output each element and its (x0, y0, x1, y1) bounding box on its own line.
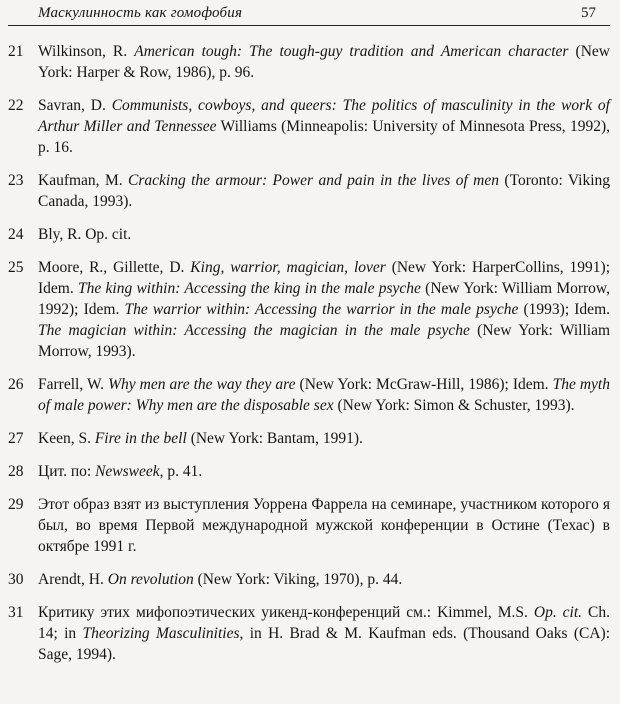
note-number: 31 (8, 604, 24, 621)
note-text-segment: Kaufman, M. (38, 172, 129, 189)
note-text-italic-segment: Op. cit. (533, 604, 583, 621)
note-text-segment: Moore, R., Gillette, D. (38, 259, 191, 276)
note-text (38, 257, 610, 362)
note-item (8, 494, 610, 557)
note-text (38, 170, 610, 212)
note-number: 23 (8, 172, 24, 189)
note-text (38, 224, 610, 245)
note-text-segment: Ch. 14; in (38, 604, 610, 642)
note-text-italic-segment: Theorizing Masculinities (82, 625, 240, 642)
note-text-italic-segment: Fire in the bell (94, 430, 187, 447)
note-number: 28 (8, 463, 24, 480)
note-item (8, 41, 610, 83)
note-text (38, 461, 610, 482)
note-text-italic-segment: Communists, cowboys, and queers: The politics of masculinity in the work of Arthur Miller and Tennessee (38, 97, 610, 135)
note-text-italic-segment: King, warrior, magician, lover (190, 259, 386, 276)
note-text-segment: (Toronto: Viking Canada, 1993). (38, 172, 611, 210)
note-text-segment: (New York: William Morrow, 1993). (38, 322, 611, 360)
note-text-segment: (1993); Idem. (518, 301, 610, 318)
note-text-italic-segment: Cracking the armour: Power and pain in the lives of men (128, 172, 500, 189)
note-item (8, 170, 610, 212)
note-text-segment: Цит. по: (38, 463, 96, 480)
note-text-segment: , in H. Brad & M. Kaufman eds. (Thousand Oaks (CA): Sage, 1994). (38, 625, 610, 663)
note-text-segment: Keen, S. (38, 430, 95, 447)
note-text-italic-segment: The king within: Accessing the king in the male psyche (78, 280, 421, 297)
note-item (8, 224, 610, 245)
note-text-segment: Wilkinson, R. (38, 43, 135, 60)
note-text-italic-segment: American tough: The tough-guy tradition and American character (134, 43, 569, 60)
note-text (38, 428, 610, 449)
note-item (8, 428, 610, 449)
note-text-italic-segment: Why men are the way they are (108, 376, 296, 393)
page-number: 57 (581, 5, 596, 21)
notes-list (8, 41, 610, 665)
note-text (38, 41, 610, 83)
note-text-segment: Критику этих мифопоэтических уикенд-конференций см.: Kimmel, M.S. (38, 604, 534, 621)
book-page (8, 5, 610, 665)
note-text-segment: , p. 41. (159, 463, 203, 480)
note-number: 25 (8, 259, 24, 276)
note-text-segment: (New York: Simon & Schuster, 1993). (333, 397, 575, 414)
note-text-segment: Savran, D. (38, 97, 112, 114)
note-text (38, 95, 610, 158)
note-text-italic-segment: Newsweek (95, 463, 160, 480)
note-item (8, 257, 610, 362)
note-number: 29 (8, 496, 24, 513)
note-text (38, 494, 610, 557)
note-number: 27 (8, 430, 24, 447)
note-text-segment: Farrell, W. (38, 376, 109, 393)
note-number: 26 (8, 376, 24, 393)
note-text-segment: (New York: McGraw-Hill, 1986); Idem. (295, 376, 553, 393)
note-item (8, 569, 610, 590)
note-text-segment: (New York: Viking, 1970), p. 44. (193, 571, 403, 588)
note-number: 22 (8, 97, 24, 114)
note-text (38, 602, 610, 665)
note-text-italic-segment: On revolution (107, 571, 194, 588)
note-text-segment: Arendt, H. (38, 571, 108, 588)
page-header (8, 5, 610, 26)
note-item (8, 374, 610, 416)
note-text (38, 569, 610, 590)
note-number: 24 (8, 226, 24, 243)
note-text (38, 374, 610, 416)
note-text-segment: (New York: Harper & Row, 1986), p. 96. (38, 43, 610, 81)
note-text-segment: Bly, R. Op. cit. (38, 226, 132, 243)
note-item (8, 95, 610, 158)
running-title: Маскулинность как гомофобия (38, 5, 243, 21)
note-text-italic-segment: The warrior within: Accessing the warrior in the male psyche (124, 301, 519, 318)
note-item (8, 461, 610, 482)
note-text-segment: (New York: Bantam, 1991). (186, 430, 363, 447)
note-text-italic-segment: The myth of male power: Why men are the disposable sex (38, 376, 610, 414)
note-text-segment: (New York: HarperCollins, 1991); Idem. (38, 259, 611, 297)
note-number: 30 (8, 571, 24, 588)
note-text-italic-segment: The magician within: Accessing the magician in the male psyche (38, 322, 470, 339)
note-text-segment: Этот образ взят из выступления Уоррена Фаррела на семинаре, участником которого я был, во время Первой международной мужской конференции в Остине (Техас) в октябре 1991 г. (38, 496, 610, 555)
note-text-segment: (New York: William Morrow, 1992); Idem. (38, 280, 610, 318)
note-number: 21 (8, 43, 24, 60)
note-item (8, 602, 610, 665)
note-text-segment: Williams (Minneapolis: University of Minnesota Press, 1992), p. 16. (38, 118, 610, 156)
